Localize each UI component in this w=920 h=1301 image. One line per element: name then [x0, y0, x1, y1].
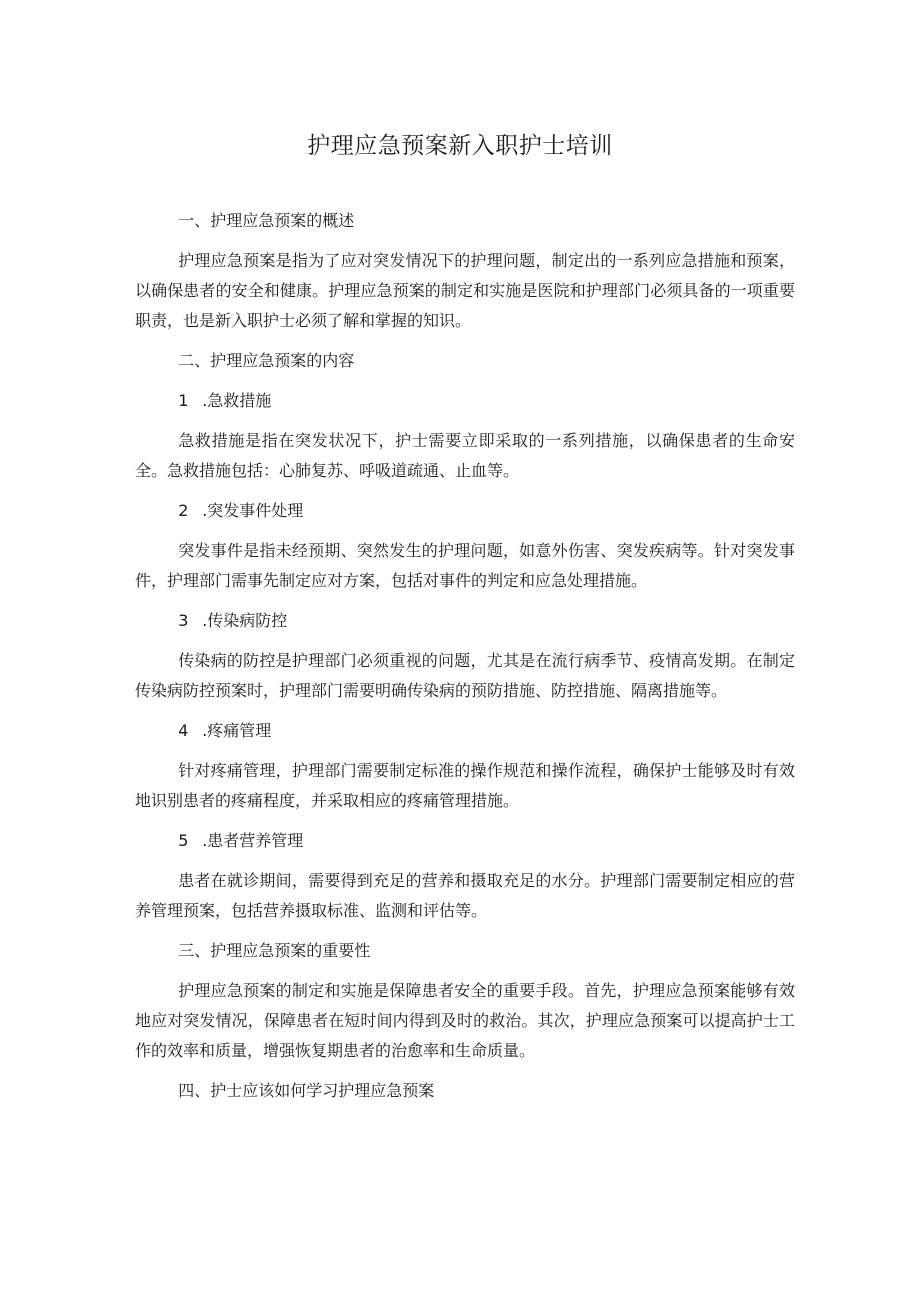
subsection-heading [135, 386, 795, 416]
paragraph: 针对疼痛管理，护理部门需要制定标准的操作规范和操作流程，确保护士能够及时有效地识别患者的疼痛程度，并采取相应的疼痛管理措施。 [135, 761, 795, 810]
subsection-number: 2 [178, 501, 189, 520]
subsection-title: .急救措施 [202, 391, 272, 410]
subsection-number: 3 [178, 611, 189, 630]
section-heading: 二、护理应急预案的内容 [178, 351, 355, 370]
section-heading: 一、护理应急预案的概述 [178, 211, 355, 230]
subsection-heading [135, 716, 795, 746]
subsection-number: 4 [178, 721, 189, 740]
paragraph: 患者在就诊期间，需要得到充足的营养和摄取充足的水分。护理部门需要制定相应的营养管理预案，包括营养摄取标准、监测和评估等。 [135, 871, 795, 920]
document-title: 护理应急预案新入职护士培训 [307, 133, 613, 159]
subsection-heading [135, 606, 795, 636]
subsection-title: .突发事件处理 [202, 501, 304, 520]
paragraph: 护理应急预案的制定和实施是保障患者安全的重要手段。首先，护理应急预案能够有效地应对突发情况，保障患者在短时间内得到及时的救治。其次，护理应急预案可以提高护士工作的效率和质量，增强恢复期患者的治愈率和生命质量。 [135, 981, 795, 1060]
paragraph: 急救措施是指在突发状况下，护士需要立即采取的一系列措施，以确保患者的生命安全。急救措施包括：心肺复苏、呼吸道疏通、止血等。 [135, 431, 795, 480]
section-heading: 三、护理应急预案的重要性 [178, 941, 371, 960]
subsection-heading [135, 496, 795, 526]
section-heading: 四、护士应该如何学习护理应急预案 [178, 1081, 435, 1100]
paragraph: 突发事件是指未经预期、突然发生的护理问题，如意外伤害、突发疾病等。针对突发事件，护理部门需事先制定应对方案，包括对事件的判定和应急处理措施。 [135, 541, 795, 590]
subsection-title: .传染病防控 [202, 611, 288, 630]
subsection-title: .患者营养管理 [202, 831, 304, 850]
paragraph: 传染病的防控是护理部门必须重视的问题，尤其是在流行病季节、疫情高发期。在制定传染病防控预案时，护理部门需要明确传染病的预防措施、防控措施、隔离措施等。 [135, 651, 795, 700]
document-body [135, 206, 795, 1116]
subsection-heading [135, 826, 795, 856]
subsection-title: .疼痛管理 [202, 721, 272, 740]
paragraph: 护理应急预案是指为了应对突发情况下的护理问题，制定出的一系列应急措施和预案，以确保患者的安全和健康。护理应急预案的制定和实施是医院和护理部门必须具备的一项重要职责，也是新入职护士必须了解和掌握的知识。 [135, 251, 795, 330]
subsection-number: 5 [178, 831, 189, 850]
subsection-number: 1 [178, 391, 189, 410]
